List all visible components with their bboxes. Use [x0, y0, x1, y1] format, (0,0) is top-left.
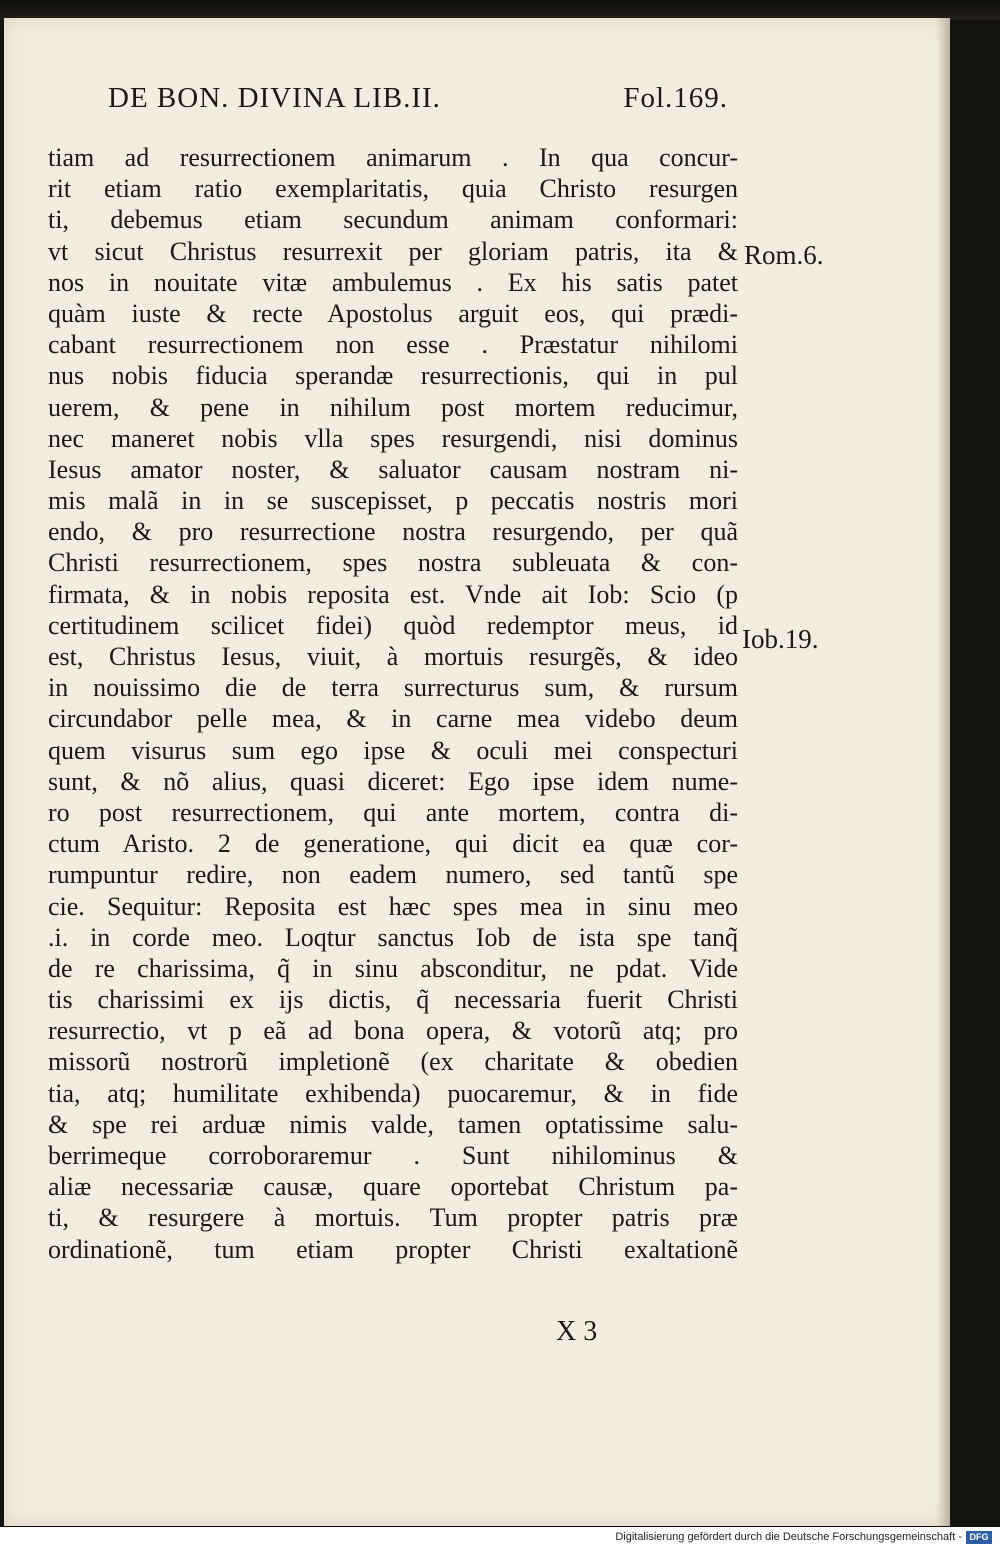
text-line: mis malã in in se suscepisset, p peccatis nostris mori [48, 486, 738, 516]
text-line: missorũ nostrorũ impletionẽ (ex charitate & obedien [48, 1047, 738, 1077]
text-line: de re charissima, q̃ in sinu absconditur, ne pdat. Vide [48, 953, 738, 983]
running-head [108, 82, 728, 115]
text-line: certitudinem scilicet fidei) quòd redemptor meus, id [48, 610, 738, 640]
text-line: ti, debemus etiam secundum animam conformari: [48, 205, 738, 235]
text-line: nos in nouitate vitæ ambulemus . Ex his satis patet [48, 267, 738, 297]
text-line: tis charissimi ex ijs dictis, q̃ necessaria fuerit Christi [48, 985, 738, 1015]
body-text [48, 142, 738, 1265]
text-line: resurrectio, vt p eã ad bona opera, & votorũ atq; pro [48, 1016, 738, 1046]
scan-top-edge [0, 0, 1000, 20]
text-line: vt sicut Christus resurrexit per gloriam patris, ita & [48, 236, 738, 266]
text-line: est, Christus Iesus, viuit, à mortuis resurgẽs, & ideo [48, 642, 738, 671]
text-line: & spe rei arduæ nimis valde, tamen optatissime salu- [48, 1109, 738, 1139]
text-line: endo, & pro resurrectione nostra resurgendo, per quã [48, 517, 738, 547]
text-line: aliæ necessariæ causæ, quare oportebat Christum pa- [48, 1172, 738, 1202]
text-line: berrimeque corroboraremur . Sunt nihilominus & [48, 1141, 738, 1170]
running-head-title: DE BON. DIVINA LIB.II. [108, 82, 441, 114]
text-line: quem visurus sum ego ipse & oculi mei conspecturi [48, 735, 738, 765]
text-line: firmata, & in nobis reposita est. Vnde ait Iob: Scio (p [48, 579, 738, 609]
text-line: Christi resurrectionem, spes nostra subleuata & con- [48, 548, 738, 578]
text-line: ctum Aristo. 2 de generatione, qui dicit ea quæ cor- [48, 829, 738, 859]
text-line: in nouissimo die de terra surrecturus sum, & rursum [48, 673, 738, 703]
folio-number: Fol.169. [623, 82, 728, 114]
text-line: nus nobis fiducia sperandæ resurrectionis, qui in pul [48, 361, 738, 391]
text-line: rit etiam ratio exemplaritatis, quia Christo resurgen [48, 174, 738, 204]
text-line: ordinationẽ, tum etiam propter Christi exaltationẽ [48, 1234, 738, 1264]
marginal-note-romans: Rom.6. [744, 240, 824, 270]
text-line: nec maneret nobis vlla spes resurgendi, nisi dominus [48, 423, 738, 453]
credit-bar [0, 1527, 1000, 1548]
text-line: circundabor pelle mea, & in carne mea videbo deum [48, 704, 738, 734]
text-line: ti, & resurgere à mortuis. Tum propter patris præ [48, 1203, 738, 1233]
text-line: rumpuntur redire, non eadem numero, sed tantũ spe [48, 860, 738, 890]
signature-mark: X 3 [556, 1316, 598, 1347]
dfg-logo-icon: DFG [966, 1531, 992, 1544]
text-line: tia, atq; humilitate exhibenda) puocaremur, & in fide [48, 1078, 738, 1108]
text-line: .i. in corde meo. Loqtur sanctus Iob de ista spe tanq̃ [48, 922, 738, 952]
text-line: quàm iuste & recte Apostolus arguit eos, qui prædi- [48, 298, 738, 328]
text-line: Iesus amator noster, & saluator causam nostram ni- [48, 454, 738, 484]
text-line: tiam ad resurrectionem animarum . In qua concur- [48, 143, 738, 172]
funding-credit: Digitalisierung gefördert durch die Deutsche Forschungsgemeinschaft - [615, 1531, 962, 1543]
text-line: ro post resurrectionem, qui ante mortem, contra di- [48, 797, 738, 827]
text-line: sunt, & nõ alius, quasi diceret: Ego ipse idem nume- [48, 766, 738, 796]
text-line: cie. Sequitur: Reposita est hæc spes mea in sinu meo [48, 891, 738, 921]
text-line: uerem, & pene in nihilum post mortem reducimur, [48, 392, 738, 422]
marginal-note-job: Iob.19. [742, 624, 819, 654]
text-line: cabant resurrectionem non esse . Præstatur nihilomi [48, 330, 738, 360]
